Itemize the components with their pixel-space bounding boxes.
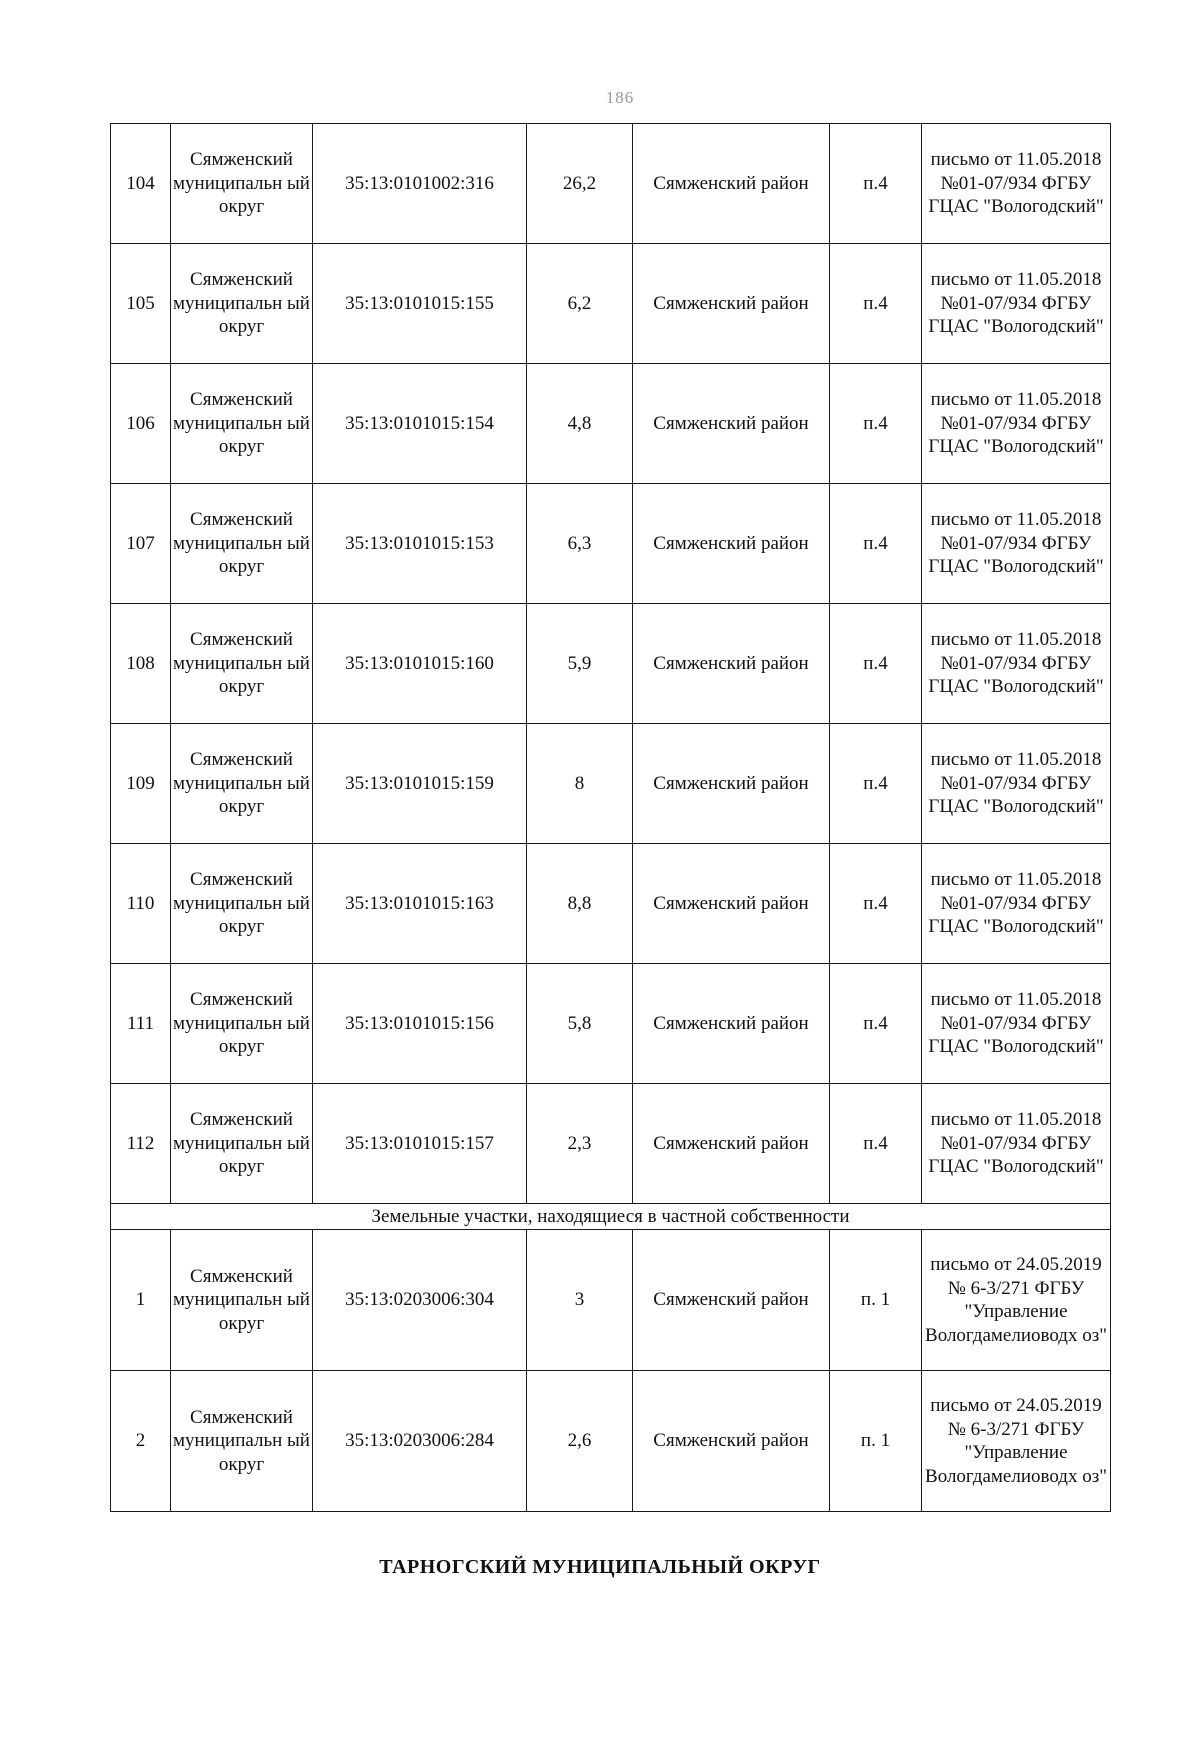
- point-cell: п.4: [830, 124, 922, 244]
- municipality-cell: Сямженский муниципальн ый округ: [171, 1084, 313, 1204]
- row-number: 110: [111, 844, 171, 964]
- section-heading: ТАРНОГСКИЙ МУНИЦИПАЛЬНЫЙ ОКРУГ: [379, 1556, 821, 1578]
- municipality-cell: Сямженский муниципальн ый округ: [171, 844, 313, 964]
- cadastral-number-cell: 35:13:0203006:284: [313, 1371, 527, 1512]
- source-letter-cell: письмо от 11.05.2018 №01-07/934 ФГБУ ГЦАС "Вологодский": [922, 1084, 1111, 1204]
- district-cell: Сямженский район: [633, 364, 830, 484]
- table-row: [111, 364, 1111, 484]
- area-cell: 5,9: [527, 604, 633, 724]
- municipality-cell: Сямженский муниципальн ый округ: [171, 1230, 313, 1371]
- point-cell: п.4: [830, 1084, 922, 1204]
- source-letter-cell: письмо от 11.05.2018 №01-07/934 ФГБУ ГЦАС "Вологодский": [922, 964, 1111, 1084]
- district-cell: Сямженский район: [633, 484, 830, 604]
- table-row: [111, 1230, 1111, 1371]
- row-number: 112: [111, 1084, 171, 1204]
- row-number: 105: [111, 244, 171, 364]
- district-cell: Сямженский район: [633, 244, 830, 364]
- area-cell: 5,8: [527, 964, 633, 1084]
- land-plots-table: [110, 123, 1111, 1512]
- table-row: [111, 964, 1111, 1084]
- cadastral-number-cell: 35:13:0203006:304: [313, 1230, 527, 1371]
- point-cell: п.4: [830, 364, 922, 484]
- row-number: 107: [111, 484, 171, 604]
- municipality-cell: Сямженский муниципальн ый округ: [171, 604, 313, 724]
- district-cell: Сямженский район: [633, 724, 830, 844]
- table-row: [111, 244, 1111, 364]
- row-number: 104: [111, 124, 171, 244]
- row-number: 2: [111, 1371, 171, 1512]
- municipality-cell: Сямженский муниципальн ый округ: [171, 364, 313, 484]
- area-cell: 4,8: [527, 364, 633, 484]
- cadastral-number-cell: 35:13:0101002:316: [313, 124, 527, 244]
- cadastral-number-cell: 35:13:0101015:159: [313, 724, 527, 844]
- table-row: [111, 124, 1111, 244]
- table-row: [111, 844, 1111, 964]
- table-row: [111, 1084, 1111, 1204]
- source-letter-cell: письмо от 11.05.2018 №01-07/934 ФГБУ ГЦАС "Вологодский": [922, 364, 1111, 484]
- municipality-cell: Сямженский муниципальн ый округ: [171, 964, 313, 1084]
- source-letter-cell: письмо от 11.05.2018 №01-07/934 ФГБУ ГЦАС "Вологодский": [922, 604, 1111, 724]
- area-cell: 6,2: [527, 244, 633, 364]
- cadastral-number-cell: 35:13:0101015:157: [313, 1084, 527, 1204]
- section-title: Земельные участки, находящиеся в частной собственности: [111, 1204, 1111, 1230]
- point-cell: п.4: [830, 244, 922, 364]
- page-number: 186: [605, 88, 635, 107]
- point-cell: п. 1: [830, 1371, 922, 1512]
- district-cell: Сямженский район: [633, 124, 830, 244]
- point-cell: п. 1: [830, 1230, 922, 1371]
- cadastral-number-cell: 35:13:0101015:160: [313, 604, 527, 724]
- area-cell: 3: [527, 1230, 633, 1371]
- cadastral-number-cell: 35:13:0101015:155: [313, 244, 527, 364]
- source-letter-cell: письмо от 11.05.2018 №01-07/934 ФГБУ ГЦАС "Вологодский": [922, 724, 1111, 844]
- district-cell: Сямженский район: [633, 1371, 830, 1512]
- source-letter-cell: письмо от 11.05.2018 №01-07/934 ФГБУ ГЦАС "Вологодский": [922, 484, 1111, 604]
- municipality-cell: Сямженский муниципальн ый округ: [171, 484, 313, 604]
- source-letter-cell: письмо от 11.05.2018 №01-07/934 ФГБУ ГЦАС "Вологодский": [922, 124, 1111, 244]
- cadastral-number-cell: 35:13:0101015:156: [313, 964, 527, 1084]
- cadastral-number-cell: 35:13:0101015:163: [313, 844, 527, 964]
- area-cell: 2,3: [527, 1084, 633, 1204]
- row-number: 1: [111, 1230, 171, 1371]
- source-letter-cell: письмо от 11.05.2018 №01-07/934 ФГБУ ГЦАС "Вологодский": [922, 244, 1111, 364]
- point-cell: п.4: [830, 484, 922, 604]
- table-row: [111, 1371, 1111, 1512]
- area-cell: 6,3: [527, 484, 633, 604]
- cadastral-number-cell: 35:13:0101015:154: [313, 364, 527, 484]
- municipality-cell: Сямженский муниципальн ый округ: [171, 1371, 313, 1512]
- district-cell: Сямженский район: [633, 964, 830, 1084]
- area-cell: 8: [527, 724, 633, 844]
- municipality-cell: Сямженский муниципальн ый округ: [171, 124, 313, 244]
- point-cell: п.4: [830, 604, 922, 724]
- cadastral-number-cell: 35:13:0101015:153: [313, 484, 527, 604]
- table-row: [111, 484, 1111, 604]
- point-cell: п.4: [830, 964, 922, 1084]
- area-cell: 2,6: [527, 1371, 633, 1512]
- row-number: 108: [111, 604, 171, 724]
- source-letter-cell: письмо от 24.05.2019 № 6-3/271 ФГБУ "Управление Вологдамелиоводх оз": [922, 1371, 1111, 1512]
- district-cell: Сямженский район: [633, 844, 830, 964]
- municipality-cell: Сямженский муниципальн ый округ: [171, 724, 313, 844]
- district-cell: Сямженский район: [633, 604, 830, 724]
- row-number: 106: [111, 364, 171, 484]
- district-cell: Сямженский район: [633, 1084, 830, 1204]
- point-cell: п.4: [830, 724, 922, 844]
- section-header-row: [111, 1204, 1111, 1230]
- source-letter-cell: письмо от 24.05.2019 № 6-3/271 ФГБУ "Управление Вологдамелиоводх оз": [922, 1230, 1111, 1371]
- area-cell: 26,2: [527, 124, 633, 244]
- row-number: 111: [111, 964, 171, 1084]
- area-cell: 8,8: [527, 844, 633, 964]
- table-row: [111, 724, 1111, 844]
- source-letter-cell: письмо от 11.05.2018 №01-07/934 ФГБУ ГЦАС "Вологодский": [922, 844, 1111, 964]
- row-number: 109: [111, 724, 171, 844]
- district-cell: Сямженский район: [633, 1230, 830, 1371]
- municipality-cell: Сямженский муниципальн ый округ: [171, 244, 313, 364]
- point-cell: п.4: [830, 844, 922, 964]
- table-row: [111, 604, 1111, 724]
